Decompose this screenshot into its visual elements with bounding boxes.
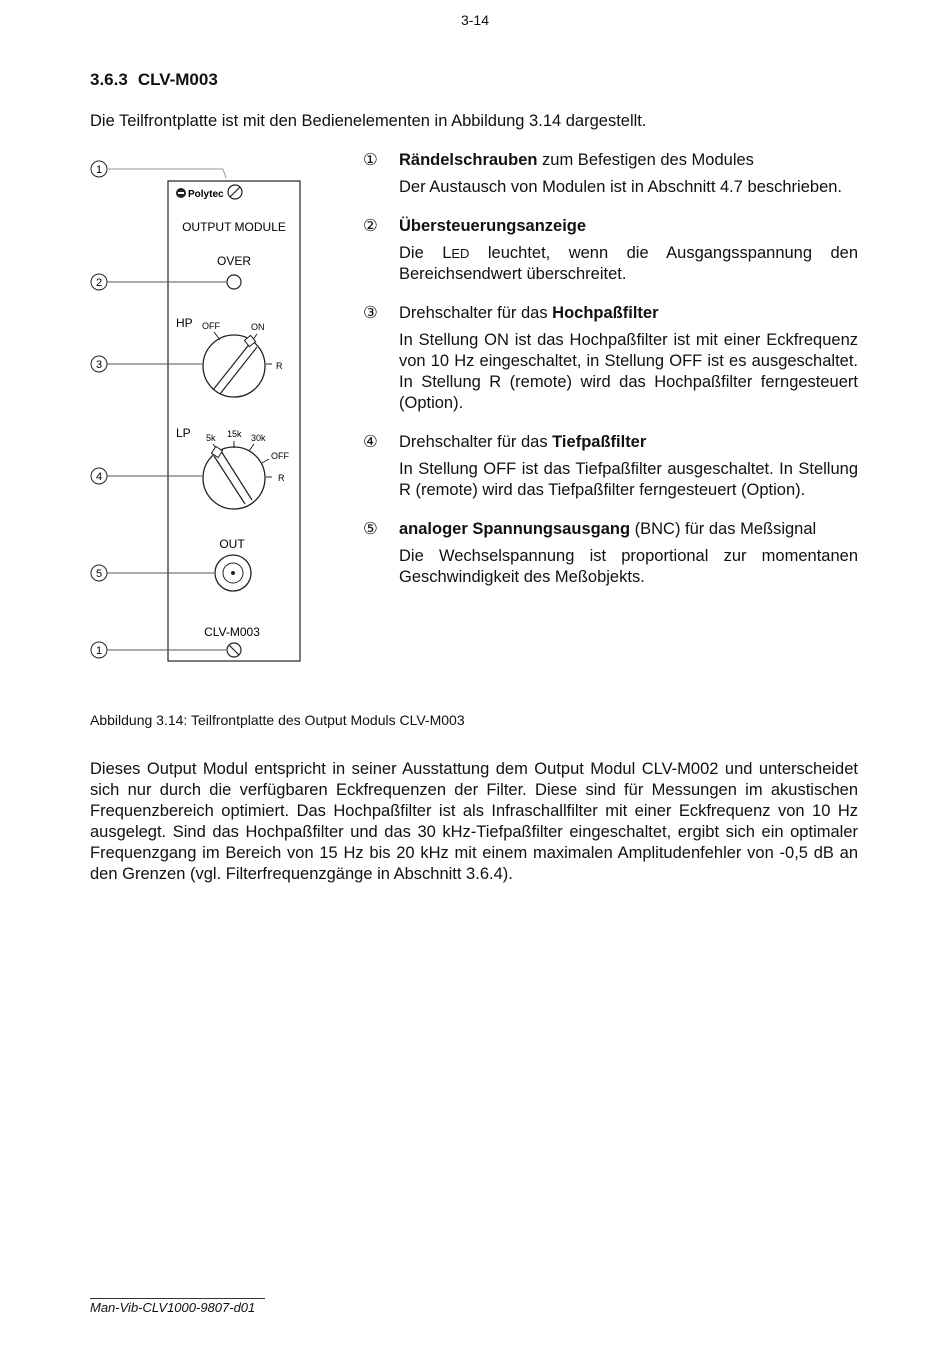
lp-r-label: R — [278, 473, 285, 483]
lp-label: LP — [176, 426, 191, 440]
svg-text:1: 1 — [95, 164, 103, 176]
lp-30k-label: 30k — [251, 433, 266, 443]
callout-1-top — [91, 161, 226, 178]
hp-label: HP — [176, 316, 193, 330]
page-number: 3-14 — [460, 12, 490, 28]
lp-off-label: OFF — [271, 451, 289, 461]
lp-rotary-switch-icon — [203, 446, 265, 509]
svg-text:2: 2 — [95, 277, 103, 289]
svg-text:1: 1 — [95, 645, 103, 657]
item-description: In Stellung OFF ist das Tiefpaßfilter ausgeschaltet. In Stellung R (remote) wird das Tiefpaßfilter ferngesteuert (Option). — [399, 460, 858, 499]
item-marker: ② — [363, 217, 378, 235]
list-item: ① Rändelschrauben zum Befestigen des Modules Der Austausch von Modulen ist in Abschnitt 4.7 beschrieben. — [363, 150, 858, 198]
list-item: ③ Drehschalter für das Hochpaßfilter In Stellung ON ist das Hochpaßfilter ist mit einer Eckfrequenz von 10 Hz eingeschaltet, in Stellung OFF ist es ausgeschaltet. In Stellung R (remote) wird das Hochpaßfilter ferngesteuert (Option). — [363, 304, 858, 412]
model-label: CLV-M003 — [204, 625, 260, 639]
knurled-screw-top-icon — [228, 185, 242, 199]
list-item: ② Übersteuerungsanzeige Die LED leuchtet, wenn die Ausgangsspannung den Bereichsendwert überschreitet. — [363, 217, 858, 283]
svg-text:Polytec: Polytec — [188, 189, 224, 200]
item-marker: ③ — [363, 304, 378, 322]
lp-15k-label: 15k — [227, 429, 242, 439]
callout-3 — [91, 356, 202, 372]
body-paragraph: Dieses Output Modul entspricht in seiner Ausstattung dem Output Modul CLV-M002 und unterscheidet sich nur durch die verfügbaren Eckfrequenzen der Filter. Diese sind für Messungen im akustischen Frequenzbereich optimiert. Das Hochpaßfilter ist als Infraschallfilter mit einer Eckfrequenz von 10 Hz ausgelegt. Sind das Hochpaßfilter und das 30 kHz-Tiefpaßfilter eingeschaltet, ergibt sich ein optimaler Frequenzgang im Bereich von 15 Hz bis 20 kHz mit einem maximalen Amplitudenfehler von -0,5 dB an den Grenzen (vgl. Filterfrequenzgänge in Abschnitt 3.6.4). — [90, 760, 858, 883]
item-marker: ⑤ — [363, 520, 378, 538]
hp-r-label: R — [276, 361, 283, 371]
section-heading — [90, 70, 218, 90]
section-title: CLV-M003 — [137, 70, 218, 89]
hp-off-label: OFF — [202, 321, 220, 331]
item-description: Die LED leuchtet, wenn die Ausgangsspannung den Bereichsendwert überschreitet. — [399, 244, 858, 283]
over-led-icon — [227, 275, 241, 289]
polytec-logo — [176, 188, 224, 200]
svg-text:3: 3 — [95, 359, 103, 371]
section-number: 3.6.3 — [90, 70, 128, 89]
lp-5k-label: 5k — [206, 433, 216, 443]
item-marker: ④ — [363, 433, 378, 451]
svg-text:4: 4 — [95, 471, 103, 483]
list-item: ④ Drehschalter für das Tiefpaßfilter In Stellung OFF ist das Tiefpaßfilter ausgeschaltet. In Stellung R (remote) wird das Tiefpaßfilter ferngesteuert (Option). — [363, 433, 858, 499]
callout-1-bottom — [91, 642, 226, 658]
footer-doc-id: Man-Vib-CLV1000-9807-d01 — [90, 1300, 256, 1315]
callout-2 — [91, 274, 226, 290]
item-marker: ① — [363, 151, 378, 169]
panel-outline — [168, 181, 300, 661]
svg-text:5: 5 — [95, 568, 103, 580]
hp-rotary-switch-icon — [203, 335, 265, 397]
item-description: In Stellung ON ist das Hochpaßfilter ist mit einer Eckfrequenz von 10 Hz eingeschaltet, in Stellung OFF ist es ausgeschaltet. In Stellung R (remote) wird das Hochpaßfilter ferngesteuert (Option). — [399, 331, 858, 412]
footer-divider — [90, 1298, 265, 1299]
out-label: OUT — [219, 537, 245, 551]
over-label: OVER — [216, 254, 252, 268]
figure-caption: Abbildung 3.14: Teilfrontplatte des Output Moduls CLV-M003 — [90, 712, 465, 728]
hp-on-label: ON — [251, 322, 265, 332]
list-item: ⑤ analoger Spannungsausgang (BNC) für das Meßsignal Die Wechselspannung ist proportional zur momentanen Geschwindigkeit des Meßobjekts. — [363, 520, 858, 586]
callout-5 — [91, 565, 214, 581]
callout-4 — [91, 468, 202, 484]
bnc-connector-icon — [215, 555, 251, 591]
item-description: Die Wechselspannung ist proportional zur momentanen Geschwindigkeit des Meßobjekts. — [399, 547, 858, 586]
module-label: OUTPUT MODULE — [182, 220, 286, 234]
item-description: Der Austausch von Modulen ist in Abschnitt 4.7 beschrieben. — [399, 178, 843, 196]
knurled-screw-bottom-icon — [227, 643, 241, 657]
intro-paragraph: Die Teilfrontplatte ist mit den Bedienelementen in Abbildung 3.14 dargestellt. — [90, 112, 647, 130]
front-panel-figure — [80, 150, 320, 670]
control-list — [363, 150, 858, 606]
